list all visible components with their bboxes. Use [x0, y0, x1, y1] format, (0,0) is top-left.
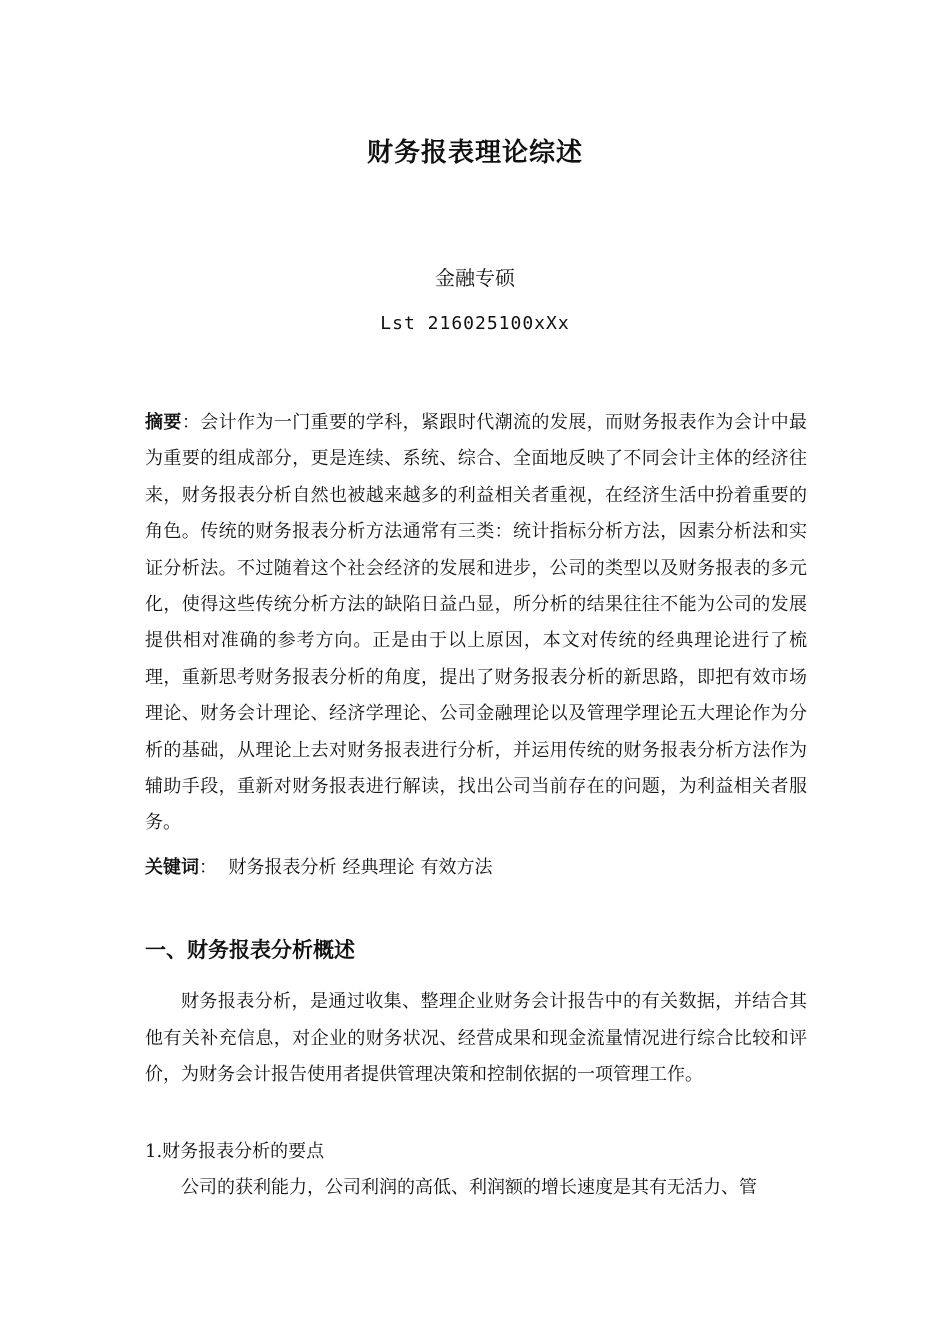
abstract-text: 会计作为一门重要的学科，紧跟时代潮流的发展，而财务报表作为会计中最为重要的组成部分，更是连续、系统、综合、全面地反映了不同会计主体的经济往来，财务报表分析自然也被越来越多的利益相关者重视，在经济生活中扮着重要的角色。传统的财务报表分析方法通常有三类：统计指标分析方法，因素分析法和实证分析法。不过随着这个社会经济的发展和进步，公司的类型以及财务报表的多元化，使得这些传统分析方法的缺陷日益凸显，所分析的结果往往不能为公司的发展提供相对准确的参考方向。正是由于以上原因，本文对传统的经典理论进行了梳理，重新思考财务报表分析的角度，提出了财务报表分析的新思路，即把有效市场理论、财务会计理论、经济学理论、公司金融理论以及管理学理论五大理论作为分析的基础，从理论上去对财务报表进行分析，并运用传统的财务报表分析方法作为辅助手段，重新对财务报表进行解读，找出公司当前存在的问题，为利益相关者服务。 [145, 412, 808, 834]
abstract-label: 摘要 [145, 412, 182, 433]
section-paragraph-2: 公司的获利能力，公司利润的高低、利润额的增长速度是其有无活力、管 [181, 1177, 757, 1198]
keywords-label: 关键词 [145, 857, 199, 878]
keyword-item: 有效方法 [420, 857, 493, 878]
abstract-separator: ： [181, 412, 201, 433]
abstract-block [145, 405, 807, 842]
author-line: 金融专硕 [435, 266, 515, 290]
section-subheading: 1.财务报表分析的要点 [145, 1141, 325, 1162]
document-title: 财务报表理论综述 [366, 138, 583, 168]
keyword-item: 财务报表分析 [228, 857, 337, 878]
section-heading: 一、财务报表分析概述 [145, 938, 355, 962]
keyword-item: 经典理论 [342, 857, 415, 878]
keywords-block [145, 850, 807, 886]
keywords-separator: ： [199, 857, 217, 878]
section-paragraph: 财务报表分析，是通过收集、整理企业财务会计报告中的有关数据，并结合其他有关补充信息，对企业的财务状况、经营成果和现金流量情况进行综合比较和评价，为财务会计报告使用者提供管理决策和控制依据的一项管理工作。 [145, 991, 807, 1085]
student-id: Lst 216025100xXx [380, 313, 570, 334]
